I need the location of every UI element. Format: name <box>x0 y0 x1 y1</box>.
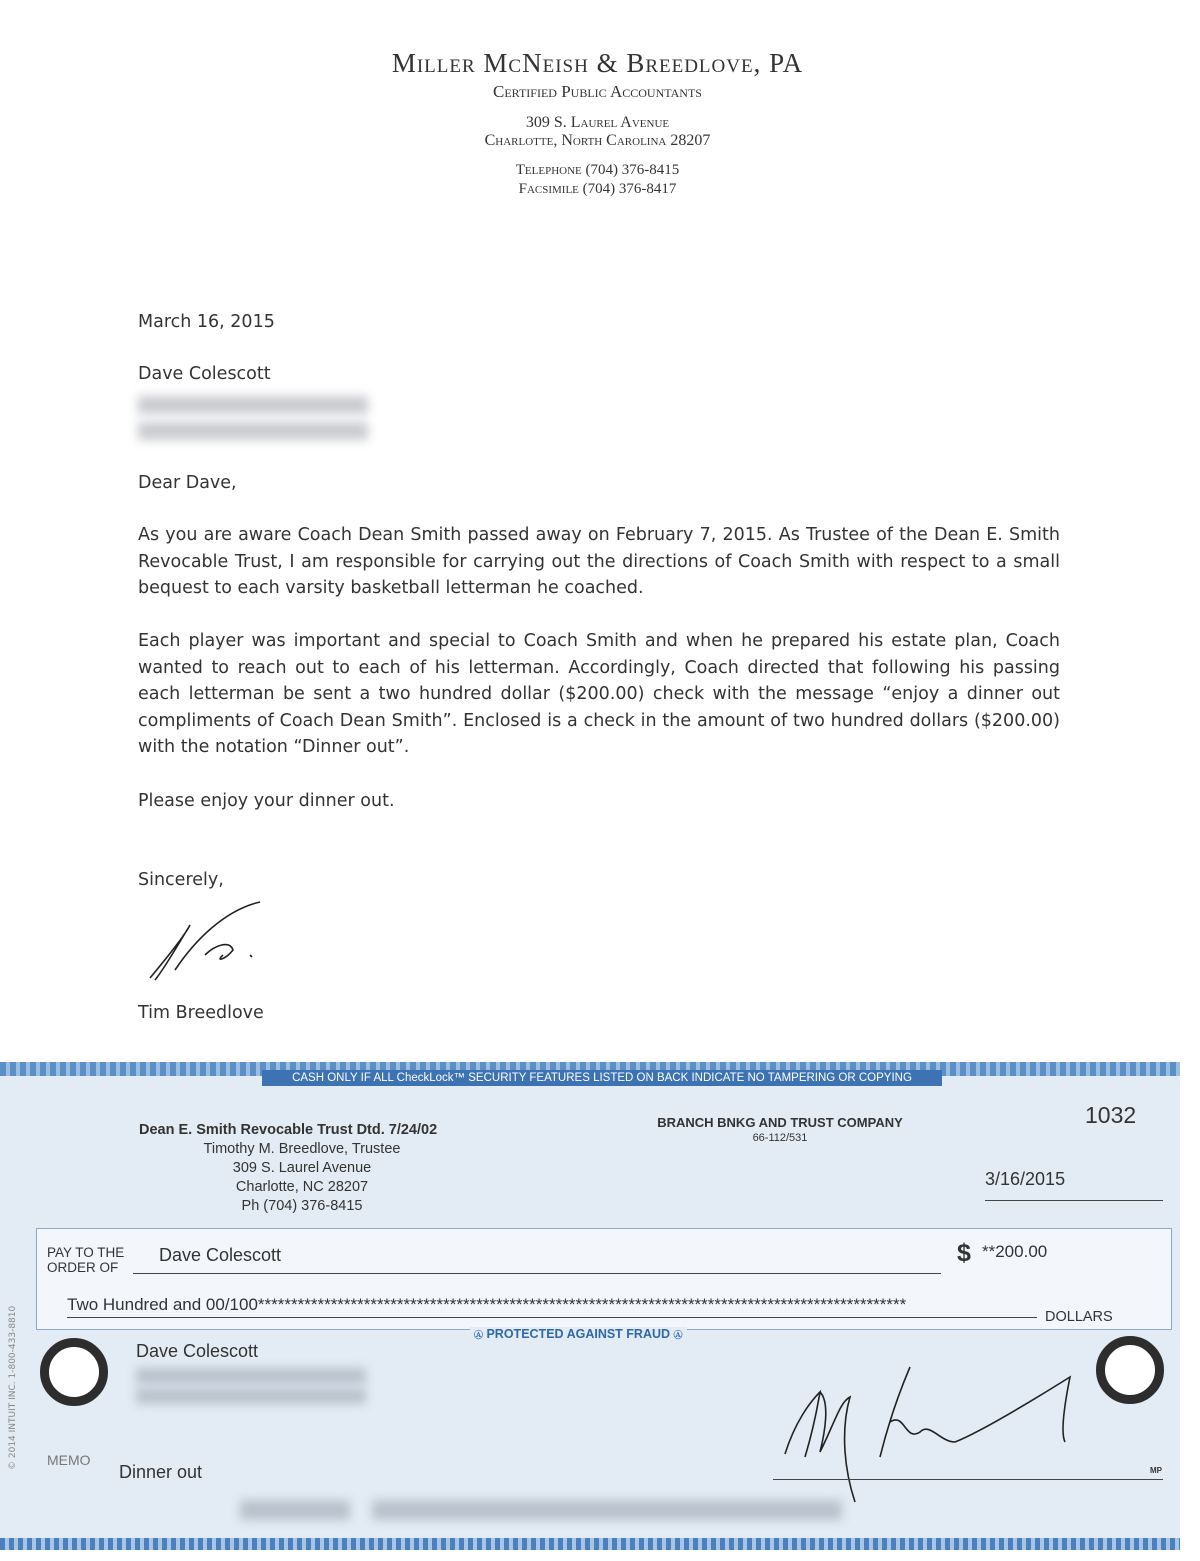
closing: Sincerely, <box>138 870 224 890</box>
mp-mark: MP <box>1150 1466 1162 1475</box>
redacted-mailing-line1 <box>136 1368 366 1384</box>
amount-words: Two Hundred and 00/100************************************************************************************************** <box>67 1295 907 1314</box>
dollar-sign: $ <box>957 1239 971 1267</box>
payer-phone: Ph (704) 376-8415 <box>241 1198 363 1214</box>
paragraph-3: Please enjoy your dinner out. <box>138 791 395 811</box>
memo-label: MEMO <box>47 1452 91 1468</box>
pay-to-label <box>47 1245 124 1275</box>
check-border-bottom <box>0 1538 1180 1550</box>
firm-facsimile: Facsimile (704) 376-8417 <box>518 181 677 197</box>
redacted-micr-routing <box>240 1500 350 1520</box>
date-line <box>985 1200 1163 1201</box>
check-date: 3/16/2015 <box>985 1169 1066 1189</box>
check-signature <box>780 1362 1080 1507</box>
check <box>0 1062 1180 1550</box>
firm-telephone: Telephone (704) 376-8415 <box>515 162 680 178</box>
payer-trustee: Timothy M. Breedlove, Trustee <box>203 1141 401 1157</box>
firm-name: Miller McNeish & Breedlove, PA <box>391 48 804 78</box>
payer-name: Dean E. Smith Revocable Trust Dtd. 7/24/02 <box>139 1122 438 1138</box>
redacted-address-line1 <box>138 396 368 414</box>
payment-area <box>36 1228 1172 1330</box>
paragraph-1: As you are aware Coach Dean Smith passed away on February 7, 2015. As Trustee of the Dean E. Smith Revocable Trust, I am responsible for carrying out the directions of Coach Smith with respect to a small bequest to each varsity basketball letterman he coached. <box>138 525 1060 599</box>
redacted-address-line2 <box>138 422 368 440</box>
amount: **200.00 <box>982 1242 1048 1261</box>
pay-to-label-line2: ORDER OF <box>47 1260 119 1275</box>
routing-fraction: 66-112/531 <box>752 1132 808 1144</box>
signature-line <box>773 1479 1163 1480</box>
payer-address1: 309 S. Laurel Avenue <box>232 1160 372 1176</box>
letter-signature <box>145 900 270 985</box>
payer-address2: Charlotte, NC 28207 <box>235 1179 369 1195</box>
bank-name: BRANCH BNKG AND TRUST COMPANY <box>657 1115 903 1130</box>
redacted-micr-account <box>372 1500 842 1520</box>
memo-value: Dinner out <box>119 1462 203 1482</box>
security-banner: CASH ONLY IF ALL CheckLock™ SECURITY FEATURES LISTED ON BACK INDICATE NO TAMPERING OR COPYING <box>262 1070 942 1086</box>
redacted-mailing-line2 <box>136 1388 366 1404</box>
paragraph-2: Each player was important and special to Coach Smith and when he prepared his estate plan, Coach wanted to reach out to each of his letterman. Accordingly, Coach directed that following his passing each letterman be sent a two hundred dollar ($200.00) check with the message “enjoy a dinner out compliments of Coach Dean Smith”. Enclosed is a check in the amount of two hundred dollars ($200.00) with the notation “Dinner out”. <box>138 631 1060 758</box>
letter-date: March 16, 2015 <box>138 312 275 332</box>
amount-words-line <box>67 1317 1037 1318</box>
signer-name: Tim Breedlove <box>138 1003 264 1023</box>
firm-address-line2: Charlotte, North Carolina 28207 <box>484 132 711 149</box>
mailing-name: Dave Colescott <box>136 1341 259 1361</box>
heat-seal-left <box>40 1338 108 1406</box>
protected-against-fraud: ⓐ PROTECTED AGAINST FRAUD ⓐ <box>470 1327 687 1341</box>
firm-subtitle: Certified Public Accountants <box>493 82 702 101</box>
dollars-label: DOLLARS <box>1045 1309 1113 1325</box>
firm-address-line1: 309 S. Laurel Avenue <box>525 114 670 131</box>
salutation: Dear Dave, <box>138 473 237 493</box>
heat-seal-right <box>1096 1336 1164 1404</box>
check-side-print: © 2014 INTUIT INC. 1-800-433-8810 <box>8 1305 18 1470</box>
recipient-name: Dave Colescott <box>138 364 271 384</box>
payee-line <box>133 1273 941 1274</box>
check-number: 1032 <box>1085 1102 1137 1128</box>
payer-block <box>139 1140 465 1216</box>
payee: Dave Colescott <box>159 1245 282 1265</box>
pay-to-label-line1: PAY TO THE <box>47 1245 125 1260</box>
